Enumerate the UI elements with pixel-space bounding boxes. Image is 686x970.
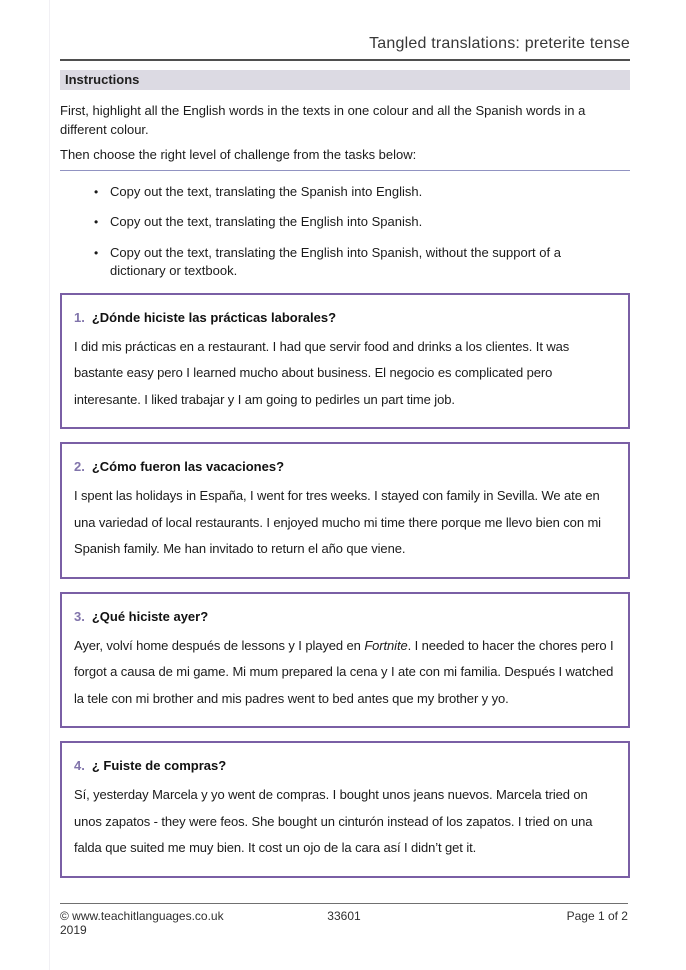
question-heading [74, 757, 616, 775]
doc-id: 33601 [327, 909, 361, 923]
instructions-para-2: Then choose the right level of challenge from the tasks below: [60, 146, 630, 171]
bullet-icon: • [94, 215, 99, 229]
bullet-icon: • [94, 184, 99, 199]
task-item-1 [60, 183, 630, 202]
copyright-text: © www.teachitlanguages.co.uk 2019 [60, 909, 224, 937]
question-body: I spent las holidays in España, I went for tres weeks. I stayed con family in Sevilla. We ate en una variedad of local restaurants. I enjoyed mucho mi time there porque me llevo bien con mi Spanish family. Me han invitado to return el año que viene. [74, 488, 601, 556]
task-text: Copy out the text, translating the English into Spanish. [110, 214, 423, 229]
task-text: Copy out the text, translating the English into Spanish, without the support of a dictionary or textbook. [110, 244, 561, 278]
instructions-para-1: First, highlight all the English words in the texts in one colour and all the Spanish words in a different colour. [60, 103, 586, 137]
question-body [74, 633, 616, 713]
question-number: 1. [74, 309, 85, 325]
bullet-icon: • [94, 245, 99, 260]
question-heading [74, 458, 616, 476]
question-box-2 [60, 442, 630, 579]
page-content [60, 0, 630, 878]
page-number: Page 1 of 2 [566, 909, 628, 923]
question-text: ¿Dónde hiciste las prácticas laborales? [91, 309, 337, 325]
task-item-2 [60, 213, 630, 232]
question-text: ¿Qué hiciste ayer? [91, 608, 209, 624]
instructions-heading: Instructions [60, 70, 630, 90]
question-text: ¿ Fuiste de compras? [91, 758, 227, 773]
tasks-list [60, 183, 630, 281]
question-heading [74, 309, 616, 327]
question-box-1 [60, 293, 630, 430]
footer [60, 903, 628, 937]
page-title: Tangled translations: preterite tense [369, 35, 630, 52]
task-item-3 [60, 244, 630, 281]
question-number: 3. [74, 608, 85, 624]
question-text: ¿Cómo fueron las vacaciones? [91, 459, 285, 474]
question-box-3 [60, 592, 630, 729]
title-divider [60, 59, 630, 61]
game-title-italic: Fortnite [364, 637, 408, 653]
body-text-post: . I needed to hacer the chores pero I forgot a causa de mi game. Mi mum prepared la cena y I ate con mi familia. Después I watched la tele con mi brother and mis padres went to bed antes que my brother y yo. [74, 637, 614, 706]
question-number: 4. [74, 758, 85, 773]
question-body: Sí, yesterday Marcela y yo went de compras. I bought unos jeans nuevos. Marcela tried on unos zapatos - they were feos. She bought un cinturón instead of los zapatos. I tried on una falda que suited me muy bien. It cost un ojo de la cara así I didn’t get it. [74, 787, 593, 855]
question-body: I did mis prácticas en a restaurant. I had que servir food and drinks a los clientes. It was bastante easy pero I learned mucho about business. El negocio es complicated pero interesante. I liked trabajar y I am going to pedirles un part time job. [74, 338, 570, 407]
question-number: 2. [74, 459, 85, 474]
question-heading [74, 608, 616, 626]
body-text-pre: Ayer, volví home después de lessons y I played en [74, 637, 365, 653]
task-text: Copy out the text, translating the Spanish into English. [110, 183, 423, 199]
question-box-4 [60, 741, 630, 878]
page-edge-line [49, 0, 50, 970]
